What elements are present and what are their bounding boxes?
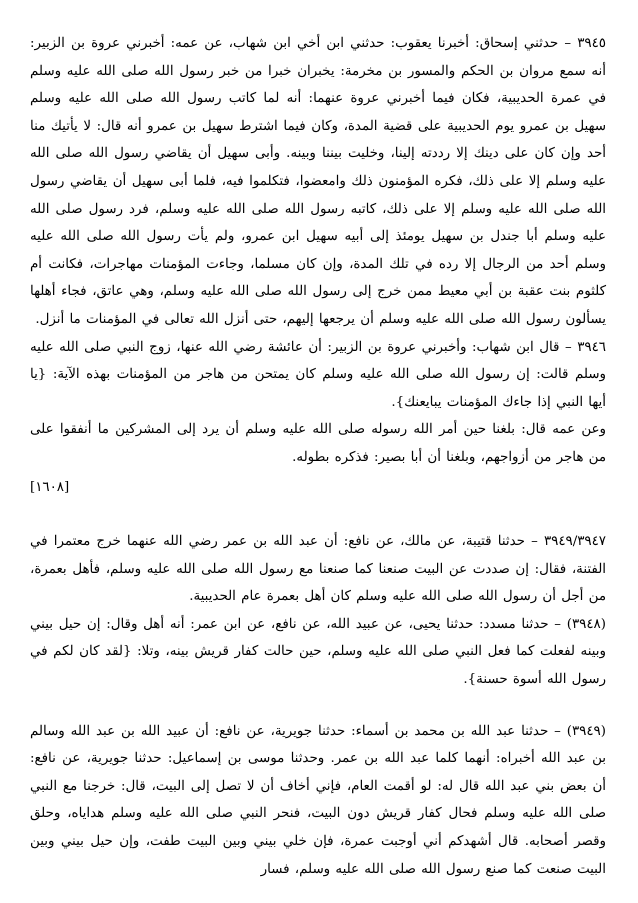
hadith-3947-3949-paragraph: ٣٩٤٩/٣٩٤٧ – حدثنا قتيبة، عن مالك، عن نافع: أن عبد الله بن عمر رضي الله عنهما خرج معتمرا في الفتنة، فقال: إن صددت عن البيت صنعنا كما صنعنا مع رسول الله صلى الله عليه وسلم، فأهل بعمرة، من أجل أن رسول الله صلى الله عليه وسلم كان أهل بعمرة عام الحديبية. — [30, 534, 606, 605]
section-spacer — [30, 694, 606, 718]
hadith-3948-paragraph: (٣٩٤٨) – حدثنا مسدد: حدثنا يحيى، عن عبيد الله، عن نافع، عن ابن عمر: أنه أهل وقال: إن حيل بيني وبينه لفعلت كما فعل النبي صلى الله عليه وسلم، حين حالت كفار قريش بينه، وتلا: {لقد كان لكم في رسول الله أسوة حسنة}. — [30, 616, 606, 688]
hadith-3946-reference-number: [١٦٠٨] — [30, 479, 70, 495]
hadith-3946-continuation: وعن عمه قال: بلغنا حين أمر الله رسوله صلى الله عليه وسلم أن يرد إلى المشركين ما أنفقوا على من هاجر من أزواجهم، وبلغنا أن أبا بصير: فذكره بطوله. — [30, 422, 606, 465]
hadith-3949-paragraph: (٣٩٤٩) – حدثنا عبد الله بن محمد بن أسماء: حدثنا جويرية، عن نافع: أن عبيد الله بن عبد الله وسالم بن عبد الله أخبراه: أنهما كلما عبد الله بن عمر. وحدثنا موسى بن إسماعيل: حدثنا جويرية، عن نافع: أن بعض بني عبد الله قال له: لو أقمت العام، فإني أخاف أن لا تصل إلى البيت، قال: خرجنا مع النبي صلى الله عليه وسلم فحال كفار قريش دون البيت، فنحر النبي صلى الله عليه وسلم هداياه، وحلق وقصر أصحابه. قال أشهدكم أني أوجبت عمرة، فإن خلي بيني وبين البيت طفت، وإن حيل بيني وبين البيت صنعت كما صنع رسول الله صلى الله عليه وسلم، فسار — [30, 723, 606, 877]
hadith-3945-paragraph: ٣٩٤٥ – حدثني إسحاق: أخبرنا يعقوب: حدثني ابن أخي ابن شهاب، عن عمه: أخبرني عروة بن الزبير: أنه سمع مروان بن الحكم والمسور بن مخرمة: يخبران خبرا من خبر رسول الله صلى الله عليه وسلم في عمرة الحديبية، فكان فيما أخبرني عروة عنهما: أنه لما كاتب رسول الله صلى الله عليه وسلم سهيل بن عمرو يوم الحديبية على قضية المدة، وكان فيما اشترط سهيل بن عمرو أنه قال: لا يأتيك منا أحد وإن كان على دينك إلا رددته إلينا، وخليت بيننا وبينه. وأبى سهيل أن يقاضي رسول الله صلى الله عليه وسلم إلا على ذلك، فكره المؤمنون ذلك وامعضوا، فتكلموا فيه، فلما أبى سهيل أن يقاضي رسول الله صلى الله عليه وسلم إلا على ذلك، كاتبه رسول الله صلى الله عليه وسلم، فرد رسول صلى الله عليه وسلم أبا جندل بن سهيل يومئذ إلى أبيه سهيل ابن عمرو، ولم يأت رسول الله صلى الله عليه وسلم أحد من الرجال إلا رده في تلك المدة، وإن كان مسلما، وجاءت المؤمنات مهاجرات، فكانت أم كلثوم بنت عقبة بن أبي معيط ممن خرج إلى رسول الله صلى الله عليه وسلم، وهي عاتق، فجاء أهلها يسألون رسول الله صلى الله عليه وسلم أن يرجعها إليهم، حتى أنزل الله تعالى في المؤمنات ما أنزل. — [30, 36, 606, 327]
section-spacer — [30, 501, 606, 528]
hadith-3946-paragraph: ٣٩٤٦ – قال ابن شهاب: وأخبرني عروة بن الزبير: أن عائشة رضي الله عنها، زوج النبي صلى الله عليه وسلم قالت: إن رسول الله صلى الله عليه وسلم كان يمتحن من هاجر من المؤمنات بهذه الآية: {يا أيها النبي إذا جاءك المؤمنات يبايعنك}. — [30, 339, 606, 410]
